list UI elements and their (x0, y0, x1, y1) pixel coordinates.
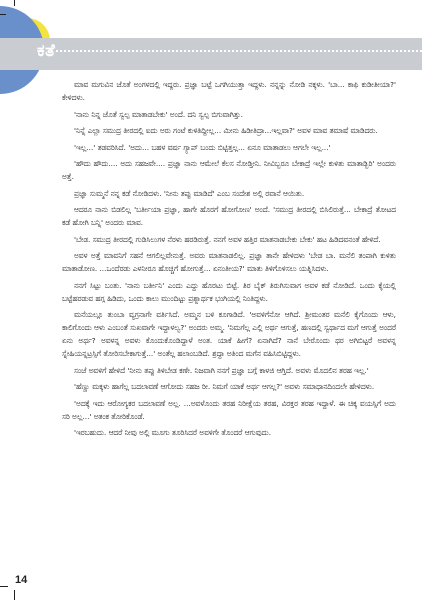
story-text (62, 78, 396, 578)
bottom-left-crop-mark-h (0, 586, 8, 587)
paragraph: 'ಹೆಣ್ಣು ಮಕ್ಕಳು ಹಾಗೆಲ್ಲ ಬದಲಾವಣೆ ಆಗೋದು ಸಹಜ ರೀ. ನಿಮಗೆ ಯಾಕೆ ಅರ್ಥ ಆಗಲ್ಲ?' ಅವಳು ಸಮಾಧಾನದಿಂದಲೇ ಹೇಳಿದಳು. (74, 382, 375, 391)
top-left-crop-mark-h (0, 14, 6, 15)
paragraph: 'ಇರಬಹುದು. ಆದರೆ ನೀವು ಅಲ್ಲಿ ಮೂಗು ತೂರಿಸಿದರೆ ಅವಳಿಗೇ ತೊಂದರೆ ಆಗುವುದು. (74, 428, 272, 437)
bottom-left-crop-mark (14, 590, 15, 600)
paragraph: 'ಇಲ್ಲ...' ತಡವರಿಸಿದೆ. 'ಅದು... ಬಹಳ ವರ್ಷ ಗ್ಯಾಪ್ ಬಂದು ಬಿಟ್ಟಿತ್ತಲ್ಲ... ಏನೂ ಮಾತಾಡಲು ಆಗಲೇ ಇಲ್ಲ...' (74, 142, 331, 152)
header-band (0, 38, 422, 70)
paragraph: ನನಗೆ ಸಿಟ್ಟು ಬಂತು. 'ನಾನು ಬರ್ತೀನಿ' ಎಂದು ಎದ್ದು ಹೊರಟು ಬಿಟ್ಟೆ. ತಿರ ಬೈಕ್ ತಿರುಗಿಸುವಾಗ ಅವಳ ಕಡೆ ನೋಡಿದೆ. ಒಂದು ಕೈಯಲ್ಲಿ ಬಟ್ಟೆಹರಡುವ ಹಗ್ಗ ಹಿಡಿದು, ಒಂದು ಕಾಲು ಮುಂದಿಟ್ಟು ಪ್ರಶ್ನಾರ್ಥಕ ಭಂಗಿಯಲ್ಲಿ ನಿಂತಿದ್ದಳು. (62, 280, 396, 303)
paragraph: ಅವಳ ಅತ್ತೆ ಮಾವನಿಗೆ ಸಹನೆ ಆಗಲಿಲ್ಲವೇನುತ್ತೆ. ಅವರು ಮಾತನಾಡಲಿಲ್ಲ. ಪ್ರಜ್ಞಾ ತಾನೇ ಹೇಳಿದಳು 'ಬೇಡ ಬಾ. ಮನೆಲಿ ತಂಪಾಗಿ ಕುಳಿತು ಮಾತಾಡೋಣ. ...ಒಂದೆರಡು ಎಳನೀರೂ ಹೊಚ್ಚಿಗೆ ಹೋಗುತ್ತೆ... ಏನಂತೀಯ?' ಮಾತು ತಿಳಿಗೊಳಿಸಲು ಯತ್ನಿಸಿದಳು. (62, 251, 396, 273)
header-dotted-rule (56, 50, 422, 52)
section-title: ಕತೆ (37, 41, 56, 61)
paragraph: 'ನಾನು ನಿನ್ನ ಜೊತೆ ಸ್ವಲ್ಪ ಮಾತಾಡಬೇಕು' ಅಂದೆ. ದನಿ ಸ್ವಲ್ಪ ಬಿಗುವಾಗಿತ್ತು. (74, 109, 243, 119)
paragraph: ಪ್ರಜ್ಞಾ ಸುಮ್ಮನೆ ನನ್ನ ಕಡೆ ನೋಡಿದಳು. 'ನೀನು ತಪ್ಪು ಮಾಡಿದೆ' ಎಂಬ ಸಂದೇಶ ಅಲ್ಲಿ ರವಾನೆ ಆಯಿತು. (74, 188, 305, 198)
paragraph: ಸಂಜೆ ಅವಳಿಗೆ ಹೇಳಿದೆ 'ನೀನು ತಪ್ಪು ತಿಳಿಬೇಡ ಕಣೇ. ನಿಜವಾಗಿ ನನಗೆ ಪ್ರಜ್ಞಾ ಬಗ್ಗೆ ಕಾಳಜಿ ಆಗ್ತಿದೆ. ಅವಳು ಮೊದಲಿನ ತರಹ ಇಲ್ಲ.' (74, 365, 369, 375)
paragraph: ಆದರೂ ನಾನು ಬಿಡಲಿಲ್ಲ 'ಬರ್ತೀಯಾ ಪ್ರಜ್ಞಾ, ಹಾಗೇ ಹೊರಗೆ ಹೋಗೋಣ' ಅಂದೆ. 'ಸಮುದ್ರ ತೀರದಲ್ಲಿ ಬಿಸಿಲಿರುತ್ತೆ... ಬೇಕಾದ್ರೆ ತೋಟದ ಕಡೆ ಹೋಗಿ ಬನ್ನಿ' ಅಂದರು ಮಾವ. (62, 205, 396, 227)
paragraph: 'ನಿನ್ನೆ ಎಲ್ಲಾ ಸಮುದ್ರ ತೀರದಲ್ಲಿ ಐದು ಅರು ಗಂಟೆ ಕುಳಿತಿದ್ದೀಲ್ಲ... ಮೀನು ಹಿಡೀತಿದ್ರಾ...ಇಲ್ಲವಾ?' ಅವಳ ಮಾವ ತಮಾಷೆ ಮಾಡಿದರು. (74, 126, 378, 135)
paragraph: ಮಾವ ಮಗುವಿನ ಜೊತೆ ಅಂಗಳದಲ್ಲಿ ಇದ್ದರು. ಪ್ರಜ್ಞಾ ಬಟ್ಟೆ ಒಗಗಿಯುತ್ತಾ ಇದ್ದಳು. ನನ್ನನ್ನು ನೋಡಿ ನಕ್ಕಳು. 'ಬಾ... ಕಾಫಿ ಕುಡೀತೀಯಾ?' ಕೇಳಿದಳು. (62, 80, 396, 102)
paragraph: 'ಬೇಡ. ಸಮುದ್ರ ತೀರದಲ್ಲಿ ಗುಡಿಸಿಲುಗಳ ನೆರಳು ಹರಡಿರುತ್ತೆ. ನನಗೆ ಅವಳ ಹತ್ತಿರ ಮಾತನಾಡಬೇಕು ಬೇಕು' ಹಟ ಹಿಡಿದವನಂತೆ ಹೇಳಿದೆ. (74, 234, 381, 244)
paragraph: 'ಹೌದು ಹೌದು.... ಅದು ಸಹಜವೇ.... ಪ್ರಜ್ಞಾ ನಾನು ಆಮೇಲೆ ಕೆಲಸ ನೋಡ್ತೀನಿ. ನೀವಿಬ್ಬರೂ ಬೇಕಾದ್ರೆ ಇಲ್ಲೇ ಕುಳಿತು ಮಾತಾಡ್ಬಿರಿ' ಅಂದರು ಅತ್ತೆ. (62, 159, 396, 181)
paragraph: 'ಅದಕ್ಕೆ ಇದು ಆರೋಗ್ಯಕರ ಬದಲಾವಣೆ ಅಲ್ಲ. ...ಅವಳೊಂದು ತರಹ ನಿರೀಕ್ಷೆಯ ತರಹ, ವಿರಕ್ತರ ತರಹ ಇದ್ದಾಳೆ. ಈ ಚಿಕ್ಕ ವಯಸ್ಸಿಗೆ ಅದು ಸರಿ ಅಲ್ಲ...' ಅತಂಕ ತೋರಿಕೊಂಡೆ. (62, 398, 396, 421)
top-left-crop-mark (14, 0, 15, 6)
paragraph: ಮನೆಯಲ್ಲೂ ತುಂಬಾ ವ್ಯಗ್ರನಾಗೇ ವರ್ತಿಸಿದೆ. ಅಮ್ಮನ ಬಳಿ ಕೂಗಾಡಿದೆ. 'ಅವಳಿಗೆನೋ ಆಗಿದೆ. ಶ್ರೀಮಂತರ ಮನೆಲಿ ಕೈಗೊಂದು ಆಳು, ಕಾಲಿಗೊಂದು ಆಳು ಎಂಬಂತೆ ಸುಖವಾಗೇ ಇದ್ದಾಳಲ್ವ?' ಅಂದರು ಅಮ್ಮ. 'ನಿಮಗೆಲ್ಲ ಎಲ್ಲಿ ಅರ್ಥ ಆಗುತ್ತೆ, ಹಣದಲ್ಲಿ ಸ್ವರ್ಥಾದ ಮಗೆ ಆಗುತ್ತೆ ಅಂದರೆ ಏನು ಅರ್ಥ? ಅವಳನ್ನ ಅವಳು ಕೊಂದುಕೊಂಡಿದ್ದಾಳೆ ಅಂತ. ಯಾಕೆ ಹೀಗೆ? ಏನಾಗಿದೆ? ನಾನೆ ಬೇರೊಂದು ಥರ ಅಗಿಬಿಟ್ಟರೆ ಅವಳನ್ನ ಸ್ನೇಹಿಯನ್ನಟ್ರಸ್ಸಿಗೆ ತೋರಿಸಬೇಕಾಗುತ್ತೆ...' ಅಂತೆಲ್ಲ ಹಲಾಂಬಡಿದೆ. ಶ್ರದ್ಧಾ ಅತಿಂದ ಮಗೆನ ವಹಿಸಿಬಿಟ್ಟಿದ್ದಳು. (62, 310, 396, 358)
page-number: 14 (15, 574, 28, 586)
